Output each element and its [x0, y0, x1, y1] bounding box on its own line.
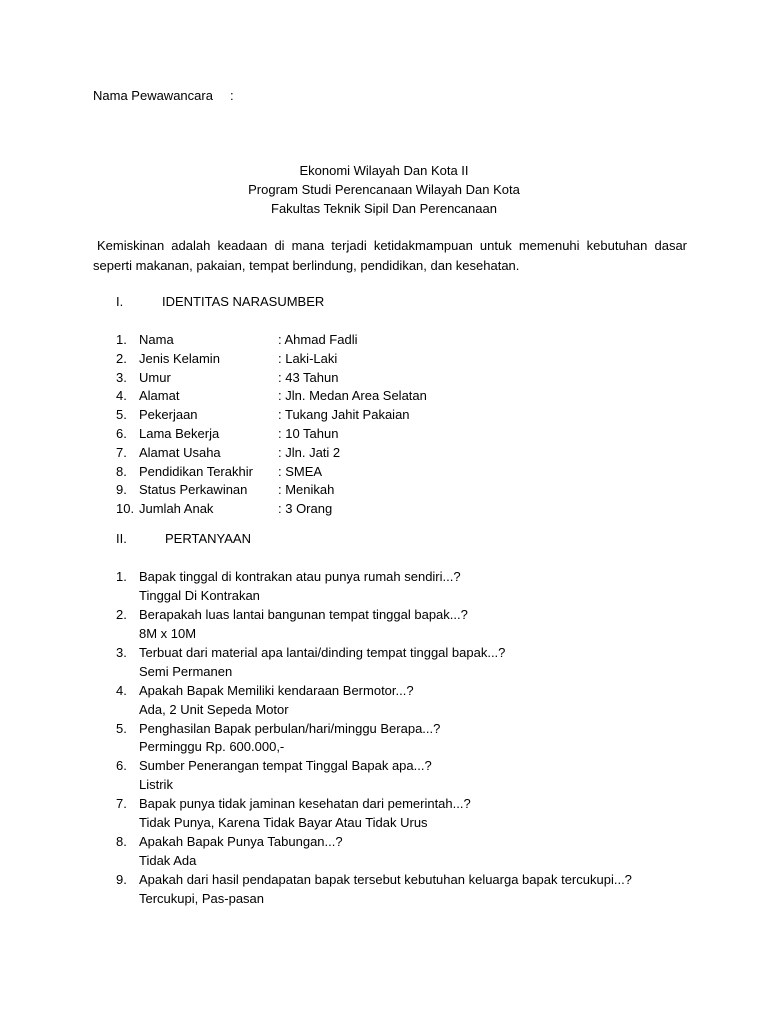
identity-row	[116, 444, 427, 463]
identity-number: 5.	[116, 407, 127, 423]
question-number: 5.	[116, 720, 127, 736]
question-item	[116, 568, 632, 606]
question-number: 3.	[116, 644, 127, 660]
question-number: 1.	[116, 569, 127, 584]
question-text: Apakah dari hasil pendapatan bapak tersebut kebutuhan keluarga bapak tercukupi...?	[139, 872, 632, 888]
question-text: Apakah Bapak Memiliki kendaraan Bermotor...?	[139, 682, 414, 698]
question-row	[116, 720, 632, 739]
question-row	[116, 644, 632, 663]
identity-number: 10.	[116, 501, 135, 517]
question-number: 4.	[116, 682, 127, 698]
identity-value: : Menikah	[278, 482, 335, 498]
identity-field: Alamat Usaha	[139, 444, 221, 460]
identity-number: 6.	[116, 425, 127, 441]
section-identity-heading	[116, 294, 324, 309]
question-number: 8.	[116, 834, 127, 850]
identity-number: 7.	[116, 444, 127, 460]
question-text: Terbuat dari material apa lantai/dinding tempat tinggal bapak...?	[139, 644, 506, 660]
header-program: Program Studi Perencanaan Wilayah Dan Kota	[248, 182, 520, 197]
question-item	[116, 682, 632, 720]
identity-field: Lama Bekerja	[139, 425, 220, 441]
identity-value: : Laki-Laki	[278, 350, 338, 366]
identity-value: : SMEA	[278, 463, 323, 479]
question-row	[116, 833, 632, 852]
header-course: Ekonomi Wilayah Dan Kota II	[299, 163, 469, 178]
identity-row	[116, 387, 427, 406]
question-text: Bapak tinggal di kontrakan atau punya rumah sendiri...?	[139, 569, 461, 584]
question-item	[116, 606, 632, 644]
question-item	[116, 644, 632, 682]
identity-field: Pendidikan Terakhir	[139, 463, 253, 479]
identity-field: Jumlah Anak	[139, 501, 214, 517]
answer-text: Perminggu Rp. 600.000,-	[139, 739, 285, 755]
answer-text: Tidak Punya, Karena Tidak Bayar Atau Tidak Urus	[139, 815, 428, 831]
identity-number: 4.	[116, 388, 127, 404]
identity-value: : Tukang Jahit Pakaian	[278, 407, 410, 423]
intro-paragraph: Kemiskinan adalah keadaan di mana terjadi ketidakmampuan untuk memenuhi kebutuhan dasar seperti makanan, pakaian, tempat berlindung, pendidikan, dan kesehatan.	[93, 238, 687, 273]
identity-number: 8.	[116, 463, 127, 479]
identity-row	[116, 481, 427, 500]
question-item	[116, 795, 632, 833]
question-row	[116, 871, 632, 890]
answer-text: 8M x 10M	[139, 625, 197, 641]
section-questions-heading	[116, 531, 251, 546]
section-title: IDENTITAS NARASUMBER	[162, 294, 325, 309]
identity-value: : 43 Tahun	[278, 369, 339, 385]
identity-value: : Jln. Medan Area Selatan	[278, 388, 427, 404]
identity-value: : 3 Orang	[278, 501, 333, 517]
section-number: II.	[116, 531, 127, 546]
answer-text: Ada, 2 Unit Sepeda Motor	[139, 701, 289, 717]
identity-row	[116, 500, 427, 519]
identity-number: 3.	[116, 369, 127, 385]
question-number: 7.	[116, 796, 127, 812]
identity-field: Jenis Kelamin	[139, 350, 220, 366]
identity-number: 9.	[116, 482, 127, 498]
question-text: Penghasilan Bapak perbulan/hari/minggu Berapa...?	[139, 720, 441, 736]
identity-list	[116, 331, 427, 519]
interviewer-separator: :	[230, 88, 234, 103]
question-row	[116, 606, 632, 625]
question-number: 2.	[116, 606, 127, 622]
answer-text: Listrik	[139, 777, 173, 793]
question-text: Apakah Bapak Punya Tabungan...?	[139, 834, 343, 850]
answer-text: Semi Permanen	[139, 663, 233, 679]
question-row	[116, 568, 632, 587]
question-row	[116, 795, 632, 814]
answer-text: Tinggal Di Kontrakan	[139, 587, 260, 603]
identity-number: 2.	[116, 350, 127, 366]
question-text: Sumber Penerangan tempat Tinggal Bapak apa...?	[139, 758, 432, 774]
identity-field: Umur	[139, 369, 171, 385]
section-number: I.	[116, 294, 124, 309]
question-row	[116, 682, 632, 701]
identity-field: Pekerjaan	[139, 407, 198, 423]
section-title: PERTANYAAN	[165, 531, 251, 546]
question-item	[116, 833, 632, 871]
question-item	[116, 720, 632, 758]
questions-list	[116, 568, 632, 909]
identity-row	[116, 331, 427, 350]
question-text: Berapakah luas lantai bangunan tempat tinggal bapak...?	[139, 606, 468, 622]
identity-value: : 10 Tahun	[278, 425, 339, 441]
identity-value: : Ahmad Fadli	[278, 332, 358, 347]
identity-row	[116, 425, 427, 444]
question-number: 6.	[116, 758, 127, 774]
identity-row	[116, 463, 427, 482]
question-number: 9.	[116, 872, 127, 888]
identity-row	[116, 406, 427, 425]
question-row	[116, 757, 632, 776]
identity-number: 1.	[116, 332, 127, 347]
interviewer-line	[93, 88, 234, 103]
identity-row	[116, 350, 427, 369]
question-item	[116, 871, 632, 909]
identity-field: Nama	[139, 332, 174, 347]
answer-text: Tidak Ada	[139, 853, 197, 869]
interviewer-label: Nama Pewawancara	[93, 88, 213, 103]
identity-row	[116, 369, 427, 388]
identity-field: Status Perkawinan	[139, 482, 248, 498]
answer-text: Tercukupi, Pas-pasan	[139, 891, 265, 907]
question-item	[116, 757, 632, 795]
identity-field: Alamat	[139, 388, 180, 404]
question-text: Bapak punya tidak jaminan kesehatan dari pemerintah...?	[139, 796, 471, 812]
identity-value: : Jln. Jati 2	[278, 444, 341, 460]
header-faculty: Fakultas Teknik Sipil Dan Perencanaan	[271, 201, 497, 216]
